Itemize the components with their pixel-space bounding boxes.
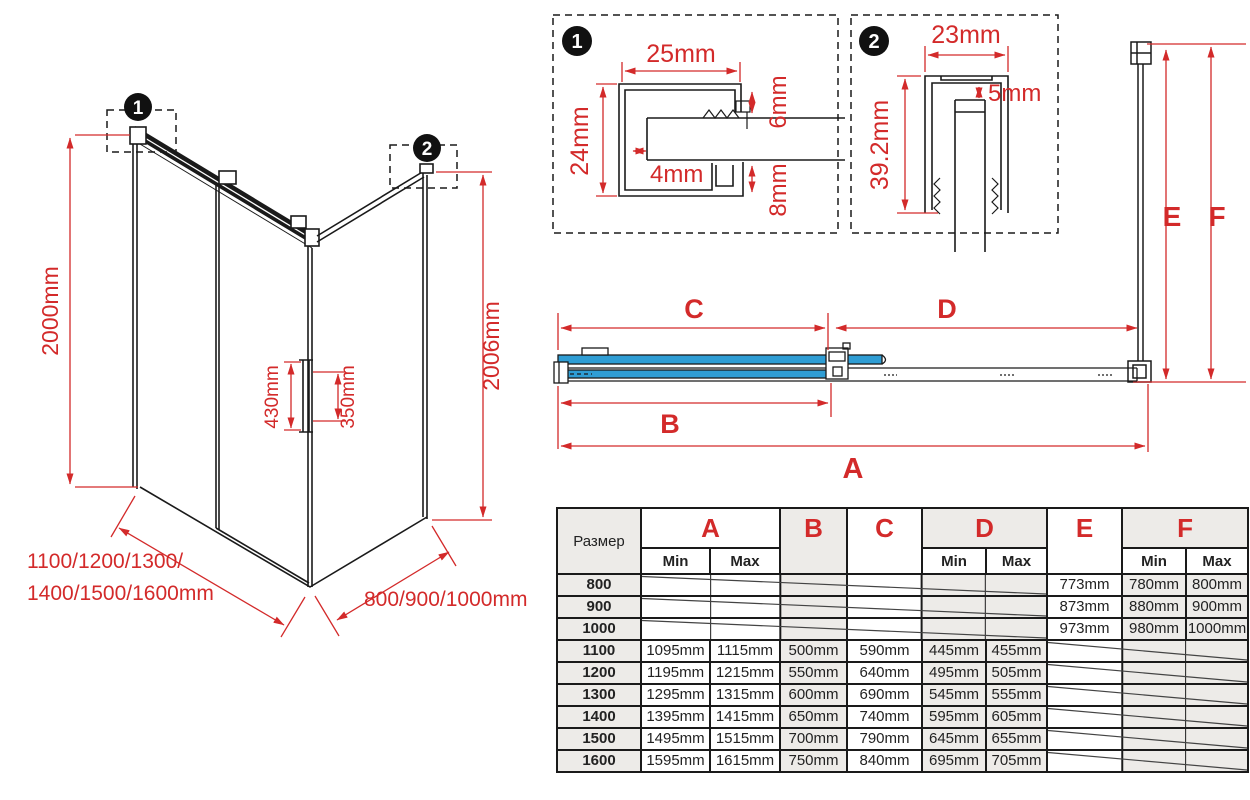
detail2-dim-labels: [866, 21, 1041, 190]
table-row-800: [557, 574, 1248, 596]
cell-a-min: 1495mm: [641, 728, 710, 750]
cell-d-min: 495mm: [922, 662, 986, 684]
profile1-bottom-channel: [716, 165, 733, 186]
door-handle: [299, 360, 313, 432]
detail2-profile-section: [851, 15, 1058, 252]
plan-door-glass-lower: [565, 370, 832, 378]
cell-e: 773mm: [1047, 574, 1122, 596]
profile1-glass: [647, 118, 845, 160]
d-max-header: Max: [986, 548, 1047, 574]
side-panel-elevation: [1128, 42, 1246, 382]
cell-a-min: 1195mm: [641, 662, 710, 684]
corner-block: [305, 229, 319, 246]
cell-d-min: 445mm: [922, 640, 986, 662]
cell-a-max: 1515mm: [710, 728, 780, 750]
dim-width-label-line2: 1400/1500/1600mm: [27, 582, 214, 605]
dim-b-label: B: [660, 409, 680, 439]
cell-f-max: 1000mm: [1186, 618, 1248, 640]
a-min-header: Min: [641, 548, 710, 574]
cell-d-max: 705mm: [986, 750, 1047, 772]
strikethrough: [1048, 663, 1247, 683]
cell-d-max: 455mm: [986, 640, 1047, 662]
cell-f-min: 880mm: [1122, 596, 1186, 618]
dim-23-ticks: [925, 46, 1008, 72]
cell-b: 650mm: [780, 706, 847, 728]
marker-callouts: [107, 93, 457, 188]
crossed-cells-ef: [1047, 640, 1248, 662]
plan-left-end-cap: [554, 362, 568, 383]
cell-c: 790mm: [847, 728, 922, 750]
dim-e-label: E: [1162, 201, 1182, 232]
cell-c: 590mm: [847, 640, 922, 662]
crossed-cells-abcd: [641, 596, 1047, 618]
cell-a-max: 1615mm: [710, 750, 780, 772]
cell-e: 873mm: [1047, 596, 1122, 618]
dim-2006-label: 2006mm: [478, 301, 504, 391]
col-header-a: A: [641, 508, 780, 548]
cell-d-max: 505mm: [986, 662, 1047, 684]
cell-b: 550mm: [780, 662, 847, 684]
cell-f-min: 980mm: [1122, 618, 1186, 640]
dim-23-label: 23mm: [931, 21, 1001, 49]
cell-c: 690mm: [847, 684, 922, 706]
profile2-gaskets: [934, 178, 998, 214]
detail1-profile-section: [553, 15, 845, 233]
cell-a-min: 1095mm: [641, 640, 710, 662]
dim-width-label-line1: 1100/1200/1300/: [27, 550, 184, 573]
strikethrough: [642, 575, 1046, 595]
col-header-d: D: [922, 508, 1047, 548]
cell-d-min: 645mm: [922, 728, 986, 750]
profile2-glass: [955, 100, 985, 252]
col-header-b: B: [780, 508, 847, 574]
row-size: 900: [557, 596, 641, 618]
col-header-e: E: [1047, 508, 1122, 574]
table-row-1000: [557, 618, 1248, 640]
col-header-f: F: [1122, 508, 1248, 548]
cell-b: 750mm: [780, 750, 847, 772]
f-min-header: Min: [1122, 548, 1186, 574]
size-table: [556, 507, 1249, 773]
cell-a-min: 1395mm: [641, 706, 710, 728]
ef-reference-lines: [1133, 44, 1246, 382]
detail2-number: 2: [868, 31, 880, 53]
strikethrough: [1048, 751, 1247, 771]
dim-d-label: D: [937, 294, 957, 324]
detail1-number: 1: [571, 31, 583, 53]
section-and-plan-views: [550, 10, 1250, 495]
crossed-cells-ef: [1047, 684, 1248, 706]
side-panel-lines: [1128, 42, 1151, 382]
door-leading-edge: [216, 185, 219, 530]
cell-a-max: 1215mm: [710, 662, 780, 684]
isometric-view: [10, 80, 545, 640]
back-right-post: [423, 173, 427, 519]
cell-a-max: 1315mm: [710, 684, 780, 706]
row-size: 1100: [557, 640, 641, 662]
roller-block: [219, 171, 236, 184]
cell-c: 740mm: [847, 706, 922, 728]
row-size: 1600: [557, 750, 641, 772]
row-size: 1200: [557, 662, 641, 684]
dim-350-label: 350mm: [338, 365, 359, 429]
row-size: 1500: [557, 728, 641, 750]
strikethrough: [1048, 729, 1247, 749]
dim-430-ticks: [284, 362, 301, 430]
top-rail-highlight: [135, 132, 312, 239]
marker2-number: 2: [421, 139, 433, 160]
plan-dim-lines: [558, 313, 1148, 452]
crossed-cells-ef: [1047, 662, 1248, 684]
detail2-dim-lines: [897, 46, 1008, 213]
dim-depth-label: 800/900/1000mm: [364, 588, 528, 611]
dim-5-label: 5mm: [988, 80, 1042, 107]
cell-f-max: 800mm: [1186, 574, 1248, 596]
table-row-1500: [557, 728, 1248, 750]
strikethrough: [642, 597, 1046, 617]
side-panel-top-cap: [420, 164, 433, 173]
cell-d-max: 555mm: [986, 684, 1047, 706]
dim-2000-label: 2000mm: [37, 266, 63, 356]
side-panel-glass-lines: [1138, 64, 1143, 361]
side-panel-top-edge: [317, 171, 424, 242]
plan-track-assembly: [554, 343, 1137, 383]
dim-a-label: A: [842, 453, 864, 485]
row-size: 800: [557, 574, 641, 596]
row-size: 1000: [557, 618, 641, 640]
dim-430-label: 430mm: [262, 365, 283, 429]
door-bottom-edge: [216, 528, 309, 583]
dim-4-label: 4mm: [650, 161, 704, 188]
cell-b: 500mm: [780, 640, 847, 662]
cell-a-max: 1415mm: [710, 706, 780, 728]
strikethrough: [642, 619, 1046, 639]
crossed-cells-ef: [1047, 728, 1248, 750]
top-rail-bottom-edge: [135, 141, 312, 248]
table-row-1600: [557, 750, 1248, 772]
a-max-header: Max: [710, 548, 780, 574]
cell-c: 640mm: [847, 662, 922, 684]
dim-f-label: F: [1208, 201, 1226, 232]
dim-25-label: 25mm: [646, 40, 716, 68]
marker1-number: 1: [132, 98, 144, 119]
dim-392-label: 39.2mm: [866, 99, 894, 191]
back-left-post: [133, 144, 137, 489]
dim-2000-ticks: [75, 135, 138, 487]
strikethrough: [1048, 641, 1247, 661]
f-max-header: Max: [1186, 548, 1248, 574]
cell-d-max: 655mm: [986, 728, 1047, 750]
enclosure-structure: [130, 126, 433, 587]
cell-f-min: 780mm: [1122, 574, 1186, 596]
dim-24-ticks: [596, 84, 617, 196]
table-row-1200: [557, 662, 1248, 684]
side-panel-bottom-bracket: [1128, 361, 1151, 382]
dim-6-label: 6mm: [765, 75, 792, 129]
cell-a-min: 1595mm: [641, 750, 710, 772]
cell-d-min: 545mm: [922, 684, 986, 706]
plan-view: [554, 294, 1148, 485]
dim-24-label: 24mm: [566, 106, 594, 176]
strikethrough: [1048, 685, 1247, 705]
dim-width-line: [119, 528, 284, 625]
ef-dim-lines: [1133, 44, 1246, 382]
crossed-cells-ef: [1047, 750, 1248, 772]
dim-c-label: C: [684, 294, 704, 324]
table-row-1300: [557, 684, 1248, 706]
cell-e: 973mm: [1047, 618, 1122, 640]
col-header-size: Размер: [557, 508, 641, 574]
plan-top-bracket: [582, 348, 608, 355]
cell-d-min: 595mm: [922, 706, 986, 728]
plan-extension-lines: [558, 313, 1148, 452]
dim-8-label: 8mm: [765, 163, 792, 217]
strikethrough: [1048, 707, 1247, 727]
col-header-c: C: [847, 508, 922, 574]
table-row-1100: [557, 640, 1248, 662]
row-size: 1400: [557, 706, 641, 728]
row-size: 1300: [557, 684, 641, 706]
cell-d-max: 605mm: [986, 706, 1047, 728]
d-min-header: Min: [922, 548, 986, 574]
table-row-1400: [557, 706, 1248, 728]
cell-a-min: 1295mm: [641, 684, 710, 706]
rail-end-cap: [130, 127, 146, 144]
cell-c: 840mm: [847, 750, 922, 772]
cell-b: 700mm: [780, 728, 847, 750]
table-header-row: [557, 508, 1248, 548]
plan-dim-labels: [660, 294, 957, 485]
cell-f-max: 900mm: [1186, 596, 1248, 618]
cell-d-min: 695mm: [922, 750, 986, 772]
crossed-cells-abcd: [641, 574, 1047, 596]
cell-b: 600mm: [780, 684, 847, 706]
table-row-900: [557, 596, 1248, 618]
roller-block-2: [291, 216, 306, 228]
profile1-gasket: [703, 101, 750, 129]
cell-a-max: 1115mm: [710, 640, 780, 662]
crossed-cells-abcd: [641, 618, 1047, 640]
crossed-cells-ef: [1047, 706, 1248, 728]
